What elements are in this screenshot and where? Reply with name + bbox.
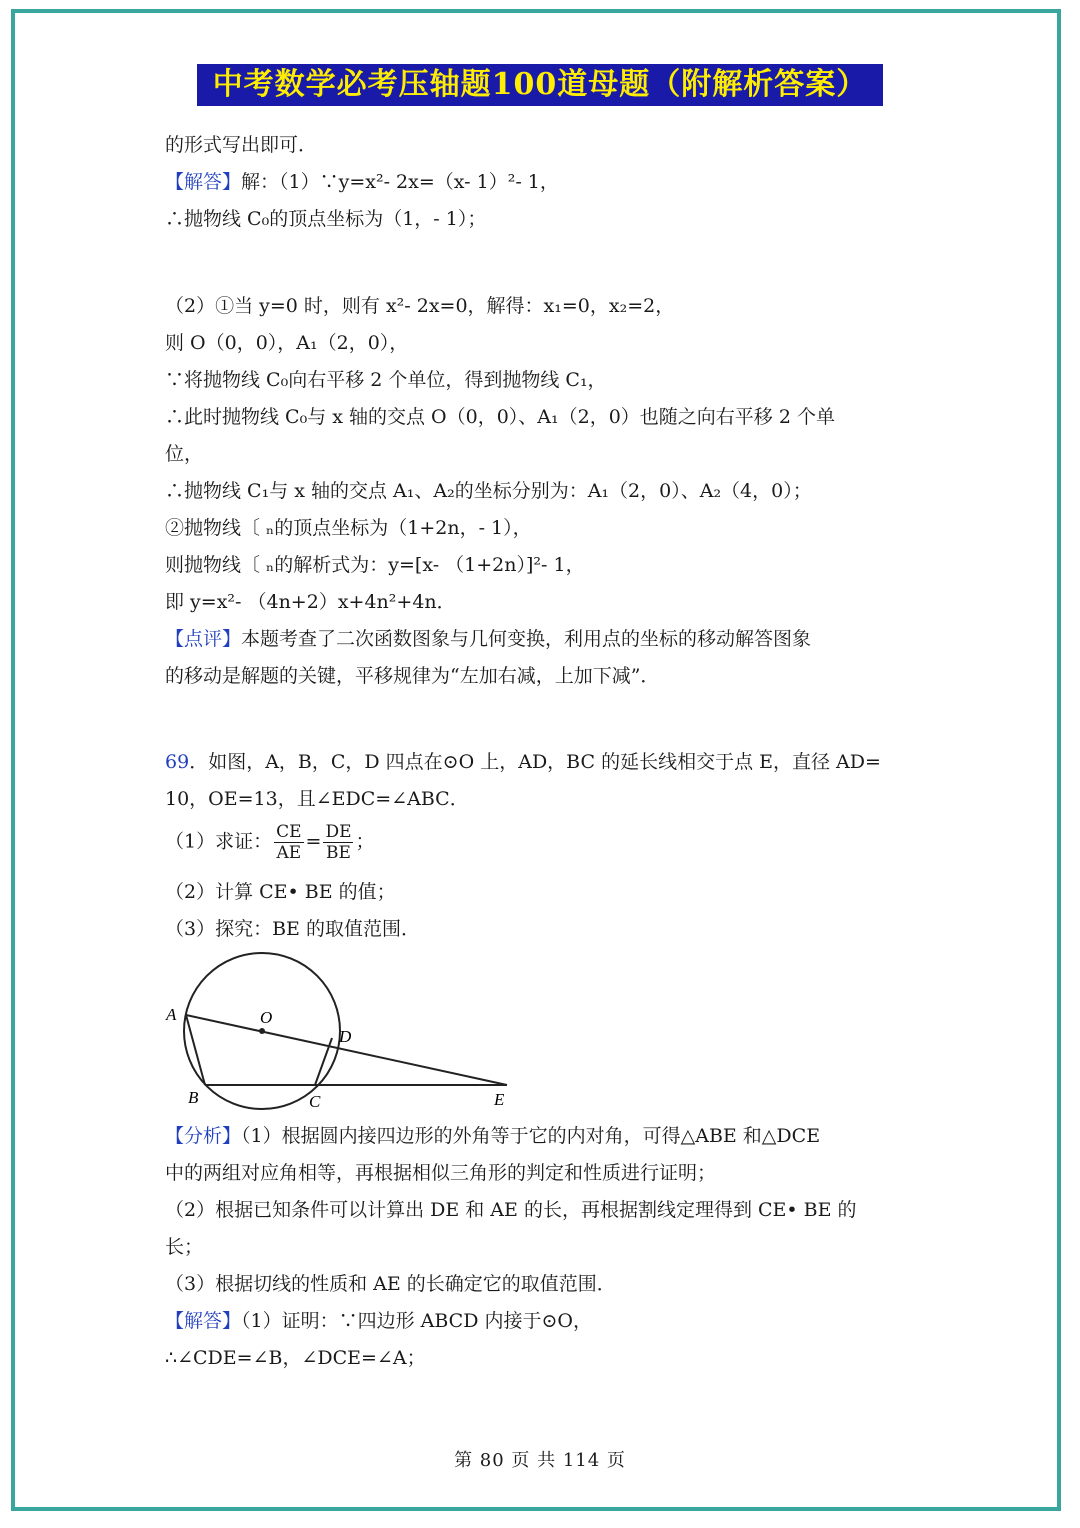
label-e: E: [494, 1090, 505, 1109]
analysis-line: [165, 1124, 820, 1148]
fraction-numerator: CE: [276, 822, 302, 842]
text-span: 本题考查了二次函数图象与几何变换，利用点的坐标的移动解答图象: [241, 628, 812, 650]
text-span: 解：（1）∵y=x²- 2x=（x- 1）²- 1，: [241, 171, 559, 193]
text-line: 则抛物线〔 ₙ的解析式为：y=[x- （1+2n）]²- 1，: [165, 554, 585, 576]
label-a: A: [166, 1005, 177, 1024]
analysis-line: （2）根据已知条件可以计算出 DE 和 AE 的长，再根据割线定理得到 CE• BE 的: [165, 1199, 857, 1221]
question-line: （2）计算 CE• BE 的值；: [165, 881, 396, 903]
analysis-line: 长；: [165, 1236, 204, 1258]
text-line: 的形式写出即可．: [165, 134, 318, 156]
line-ae: [186, 1015, 507, 1085]
text-line: 位，: [165, 443, 204, 465]
page-number: 第 80 页 共 114 页: [454, 1450, 626, 1471]
geometry-figure: [160, 950, 520, 1115]
text-span: （1）根据圆内接四边形的外角等于它的内对角，可得△ABE 和△DCE: [241, 1125, 821, 1147]
label-d: D: [339, 1027, 352, 1046]
question-line: [165, 750, 881, 774]
question-line: 10，OE=13，且∠EDC=∠ABC．: [165, 788, 469, 810]
analysis-line: 中的两组对应角相等，再根据相似三角形的判定和性质进行证明；: [165, 1162, 717, 1184]
answer-line: [165, 1309, 592, 1333]
text-span: （1）证明：∵四边形 ABCD 内接于⊙O，: [241, 1310, 592, 1332]
question-number: 69: [165, 751, 190, 773]
question-line: [165, 822, 375, 863]
answer-tag: 【解答】: [165, 1310, 242, 1332]
text-line: 的移动是解题的关键，平移规律为“左加右减，上加下减”．: [165, 665, 660, 687]
text-line: ∴抛物线 C₀的顶点坐标为（1，- 1）；: [165, 208, 487, 230]
text-span: ；: [355, 830, 375, 853]
segment-ab: [186, 1015, 205, 1085]
text-line: ∵将抛物线 C₀向右平移 2 个单位，得到抛物线 C₁，: [165, 369, 607, 391]
comment-tag: 【点评】: [165, 628, 242, 650]
text-span: ．如图，A，B，C，D 四点在⊙O 上，AD，BC 的延长线相交于点 E，直径 AD=: [189, 751, 881, 773]
text-line: ②抛物线〔 ₙ的顶点坐标为（1+2n，- 1），: [165, 517, 532, 539]
text-line: ∴抛物线 C₁与 x 轴的交点 A₁、A₂的坐标分别为：A₁（2，0）、A₂（4，0）；: [165, 480, 812, 502]
fraction-numerator: DE: [325, 822, 352, 842]
label-o: O: [260, 1008, 273, 1027]
center-point: [259, 1028, 265, 1034]
label-c: C: [309, 1092, 321, 1111]
fraction-denominator: BE: [326, 843, 351, 863]
text-span: （1）求证：: [165, 830, 273, 853]
text-line: 则 O（0，0），A₁（2，0），: [165, 332, 409, 354]
fraction-ce-ae: [274, 822, 303, 863]
text-line: [165, 627, 811, 651]
fraction-denominator: AE: [276, 843, 302, 863]
text-line: ∴此时抛物线 C₀与 x 轴的交点 O（0，0）、A₁（2，0）也随之向右平移 2 个单: [165, 406, 835, 428]
page-title: 中考数学必考压轴题100道母题（附解析答案）: [197, 64, 883, 106]
equals-sign: =: [305, 830, 322, 853]
question-line: （3）探究：BE 的取值范围．: [165, 918, 420, 940]
answer-line: ∴∠CDE=∠B，∠DCE=∠A；: [165, 1347, 426, 1369]
analysis-tag: 【分析】: [165, 1125, 242, 1147]
text-line: （2）①当 y=0 时，则有 x²- 2x=0，解得：x₁=0，x₂=2，: [165, 295, 675, 317]
fraction-de-be: [323, 822, 353, 863]
label-b: B: [188, 1088, 199, 1107]
text-line: 即 y=x²- （4n+2）x+4n²+4n．: [165, 591, 456, 613]
analysis-line: （3）根据切线的性质和 AE 的长确定它的取值范围．: [165, 1273, 616, 1295]
text-line: [165, 170, 559, 194]
answer-tag: 【解答】: [165, 171, 242, 193]
